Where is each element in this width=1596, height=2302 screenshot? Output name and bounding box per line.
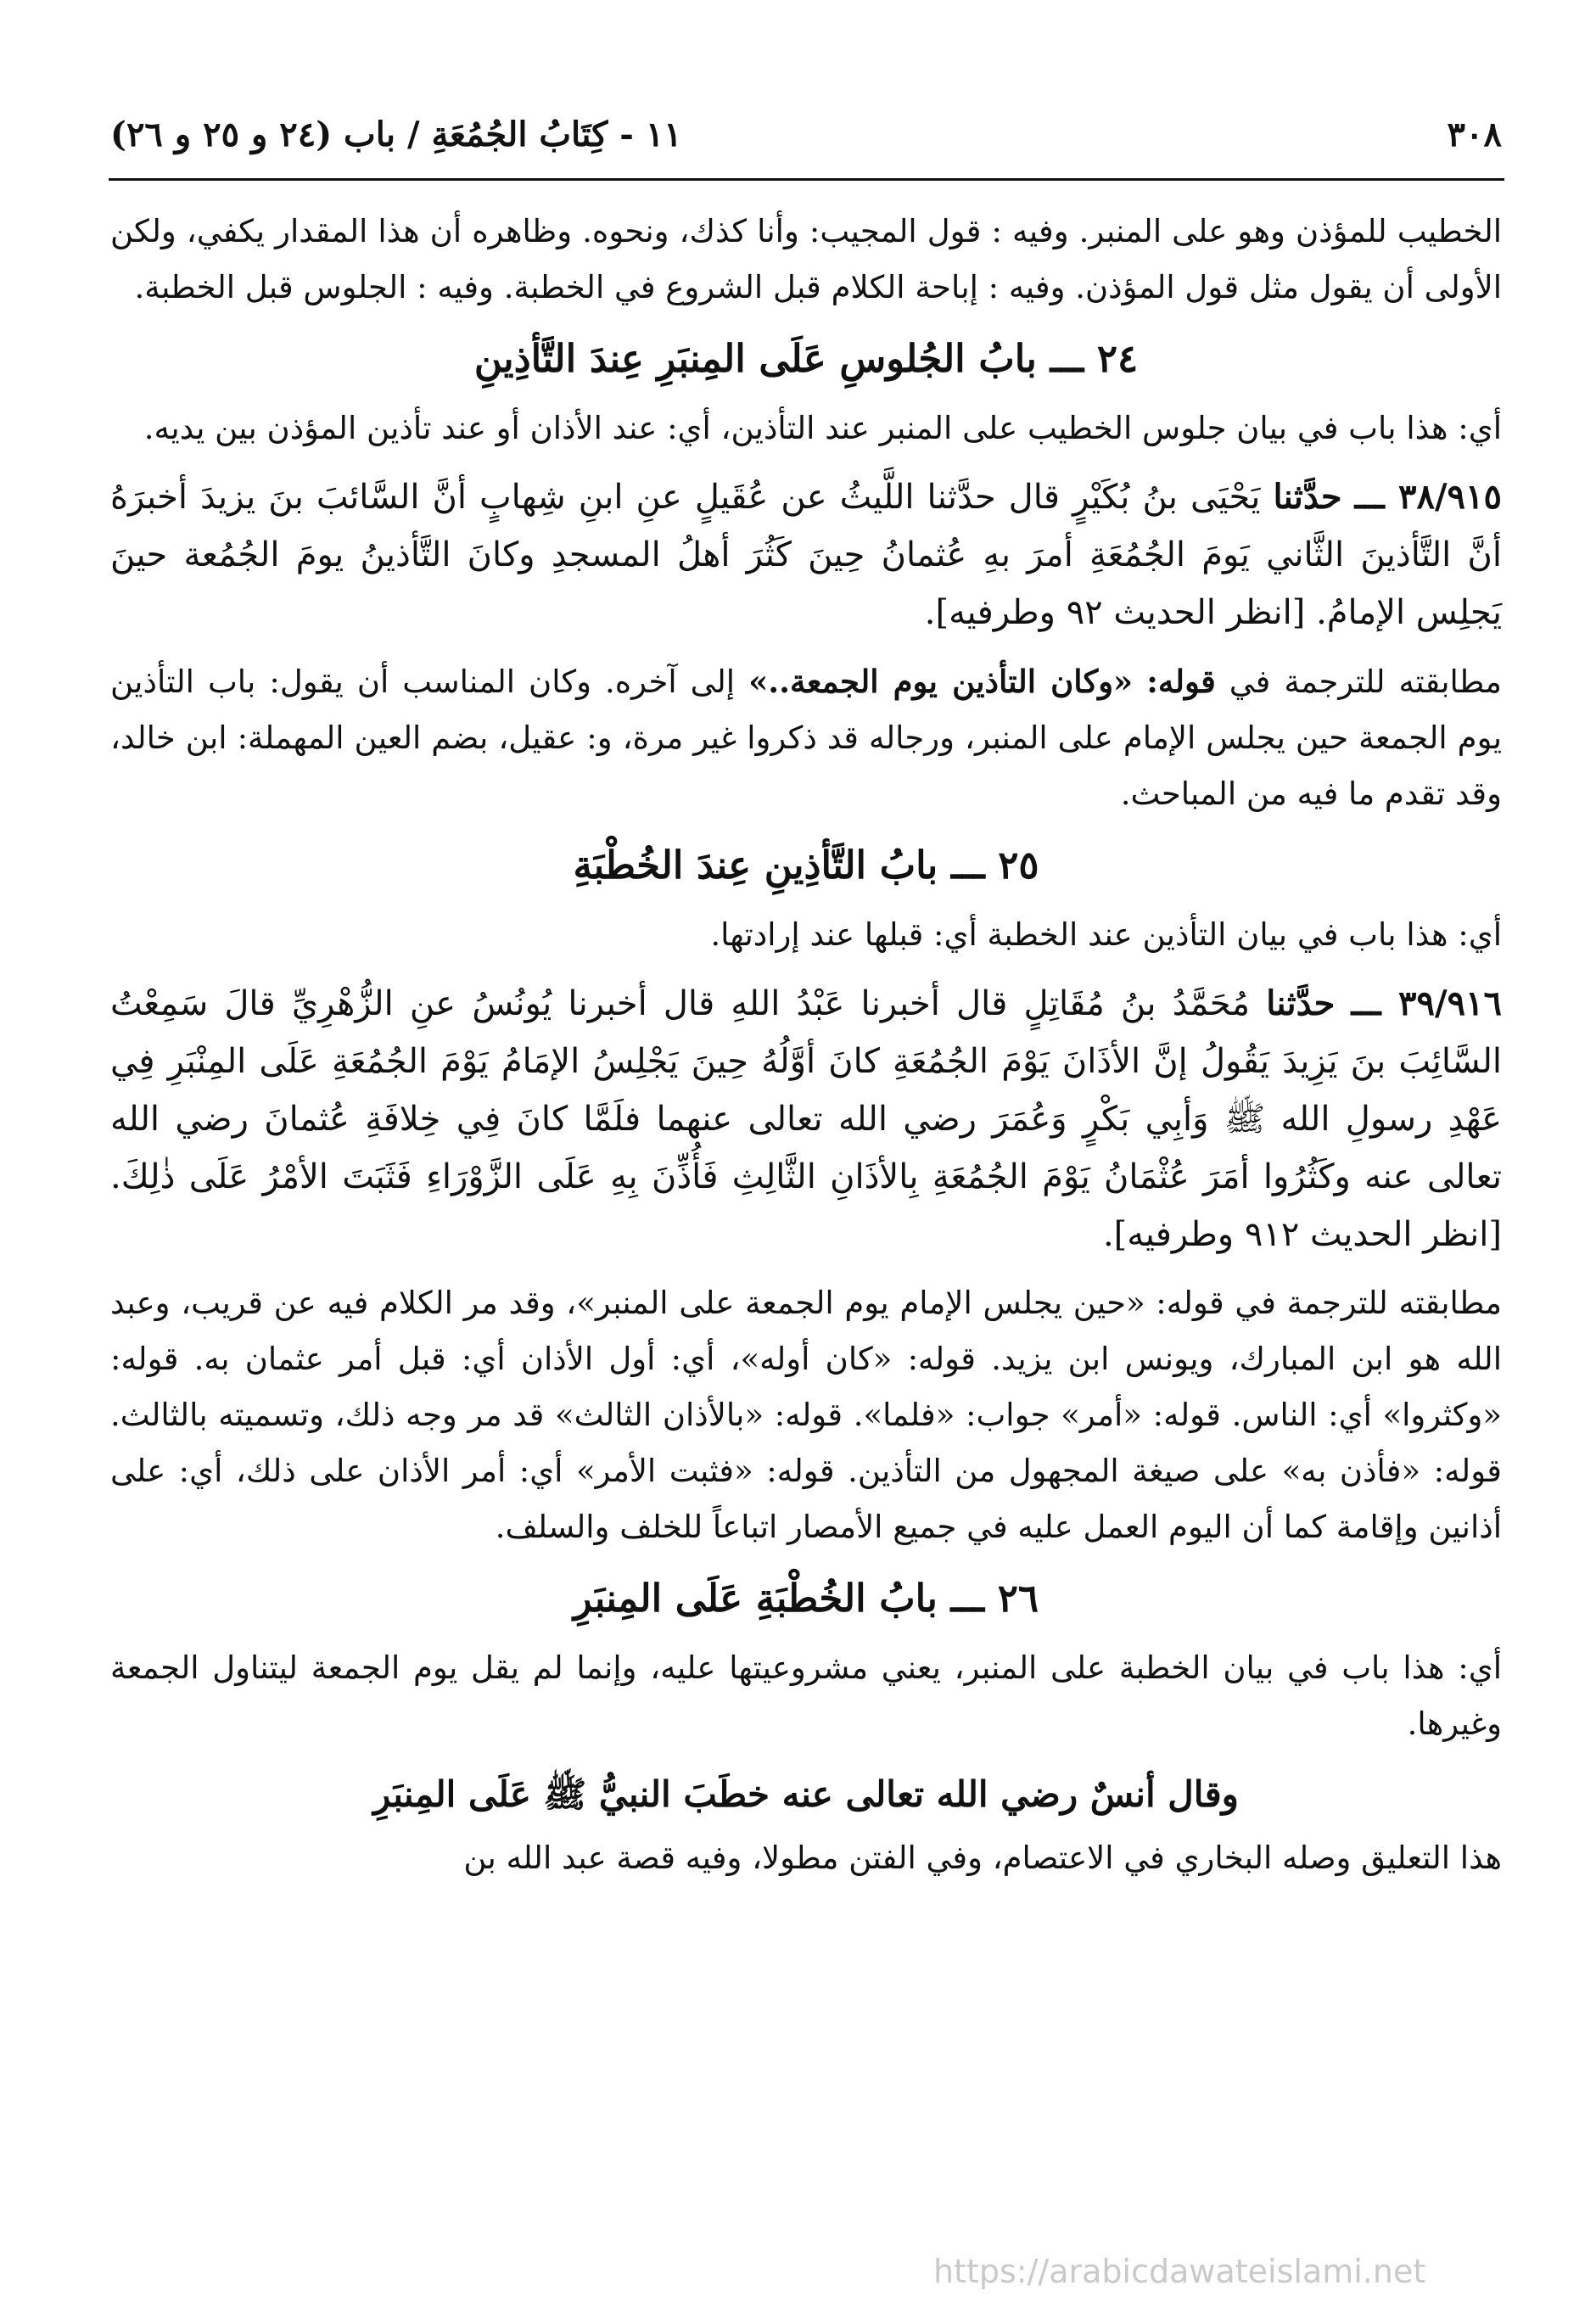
bab-25-explanation: أي: هذا باب في بيان التأذين عند الخطبة أي: قبلها عند إرادتها. [710, 916, 1502, 953]
bab-25-heading: ٢٥ ـــ بابُ التَّأذِينِ عِندَ الخُطْبَةِ [573, 843, 1039, 888]
hadith-915-text: يَحْيَى بنُ بُكَيْرٍ قال حدَّثنا اللَّيثُ عن عُقَيلٍ عنِ ابنِ شِهابٍ أنَّ السَّائبَ بنَ يزيدَ أخبرَهُ أنَّ التَّأذينَ الثَّاني يَومَ الجُمُعَةِ أمرَ بهِ عُثمانُ حِينَ كَثُرَ أهلُ المسجدِ وكانَ التَّأذينُ يومَ الجُمُعة حينَ يَجلِس الإمامُ. [انظر الحديث ٩٢ وطرفيه]. [110, 478, 1502, 632]
bab-24-explanation: أي: هذا باب في بيان جلوس الخطيب على المنبر عند التأذين، أي: عند الأذان أو عند تأذين المؤذن بين يديه. [143, 410, 1502, 446]
header-rule [109, 178, 1504, 181]
page-body [110, 204, 1502, 1898]
bab-24-commentary-qawluhu: قوله: [1146, 663, 1216, 700]
bab-25-commentary: مطابقته للترجمة في قوله: «حين يجلس الإمام يوم الجمعة على المنبر»، وقد مر الكلام فيه عن قريب، وعبد الله هو ابن المبارك، ويونس ابن يزيد. قوله: «كان أوله»، أي: أول الأذان أي: قبل أمر عثمان به. قوله: «وكثروا» أي: الناس. قوله: «أمر» جواب: «فلما». قوله: «بالأذان الثالث» قد مر وجه ذلك، وتسميته بالثالث. قوله: «فأذن به» على صيغة المجهول من التأذين. قوله: «فثبت الأمر» أي: أمر الأذان على ذلك، أي: على أذانين وإقامة كما أن اليوم العمل عليه في جميع الأمصار اتباعاً للخلف والسلف. [110, 1285, 1502, 1545]
bab-24-commentary [110, 653, 1502, 822]
hadith-915-lead: حدَّثنا [1273, 477, 1342, 517]
hadith-915-number: ٣٨/٩١٥ ـــ [1354, 477, 1502, 517]
intro-paragraph: الخطيب للمؤذن وهو على المنبر. وفيه : قول المجيب: وأنا كذك، ونحوه. وظاهره أن هذا المقدار يكفي، ولكن الأولى أن يقول مثل قول المؤذن. وفيه : إباحة الكلام قبل الشروع في الخطبة. وفيه : الجلوس قبل الخطبة. [110, 213, 1502, 305]
running-title: ١١ - كِتَابُ الجُمُعَةِ / باب (٢٤ و ٢٥ و ٢٦) [110, 115, 682, 154]
bab-24-commentary-quote: «وكان التأذين يوم الجمعة..» [748, 663, 1134, 700]
page-number: ٣٠٨ [1447, 115, 1502, 154]
bab-26-heading: ٢٦ ـــ بابُ الخُطْبَةِ عَلَى المِنبَرِ [573, 1576, 1039, 1621]
anas-quote: وقال أنسٌ رضي الله تعالى عنه خطَبَ النبيُّ ﷺ عَلَى المِنبَرِ [373, 1773, 1239, 1815]
site-watermark: https://arabicdawateislami.net [933, 2253, 1426, 2290]
bab-24-heading: ٢٤ ـــ بابُ الجُلوسِ عَلَى المِنبَرِ عِندَ التَّأذِينِ [473, 336, 1139, 381]
hadith-916-lead: حدَّثنا [1266, 983, 1336, 1023]
hadith-916 [110, 975, 1502, 1263]
page-header [110, 115, 1502, 165]
hadith-915 [110, 468, 1502, 641]
hadith-916-text: مُحَمَّدُ بنُ مُقَاتِلٍ قال أخبرنا عَبْدُ اللهِ قال أخبرنا يُونُسُ عنِ الزُّهْرِيِّ قالَ سَمِعْتُ السَّائِبَ بنَ يَزِيدَ يَقُولُ إنَّ الأذَانَ يَوْمَ الجُمُعَةِ كانَ أوَّلُهُ حِينَ يَجْلِسُ الإمَامُ يَوْمَ الجُمُعَةِ عَلَى المِنْبَرِ فِي عَهْدِ رسولِ الله ﷺ وَأبِي بَكْرٍ وَعُمَرَ رضي الله تعالى عنهما فلَمَّا كانَ فِي خِلافَةِ عُثمانَ رضي الله تعالى عنه وكَثُرُوا أمَرَ عُثْمَانُ يَوْمَ الجُمُعَةِ بِالأذَانِ الثَّالِثِ فَأُذِّنَ بِهِ عَلَى الزَّوْرَاءِ فَثَبَتَ الأمْرُ عَلَى ذٰلِكَ. [انظر الحديث ٩١٢ وطرفيه]. [110, 984, 1502, 1254]
bab-24-commentary-part1: مطابقته للترجمة في [1229, 664, 1503, 700]
last-line: هذا التعليق وصله البخاري في الاعتصام، وفي الفتن مطولا، وفيه قصة عبد الله بن [463, 1840, 1502, 1876]
hadith-916-number: ٣٩/٩١٦ ـــ [1351, 983, 1503, 1023]
bab-24-commentary-part2: إلى آخره. وكان المناسب أن يقول: باب التأذين يوم الجمعة حين يجلس الإمام على المنبر، ورجاله قد ذكروا غير مرة، و: عقيل، بضم العين المهملة: ابن خالد، وقد تقدم ما فيه من المباحث. [110, 664, 1502, 812]
bab-26-explanation: أي: هذا باب في بيان الخطبة على المنبر، يعني مشروعيتها عليه، وإنما لم يقل يوم الجمعة ليتناول الجمعة وغيرها. [110, 1649, 1502, 1742]
